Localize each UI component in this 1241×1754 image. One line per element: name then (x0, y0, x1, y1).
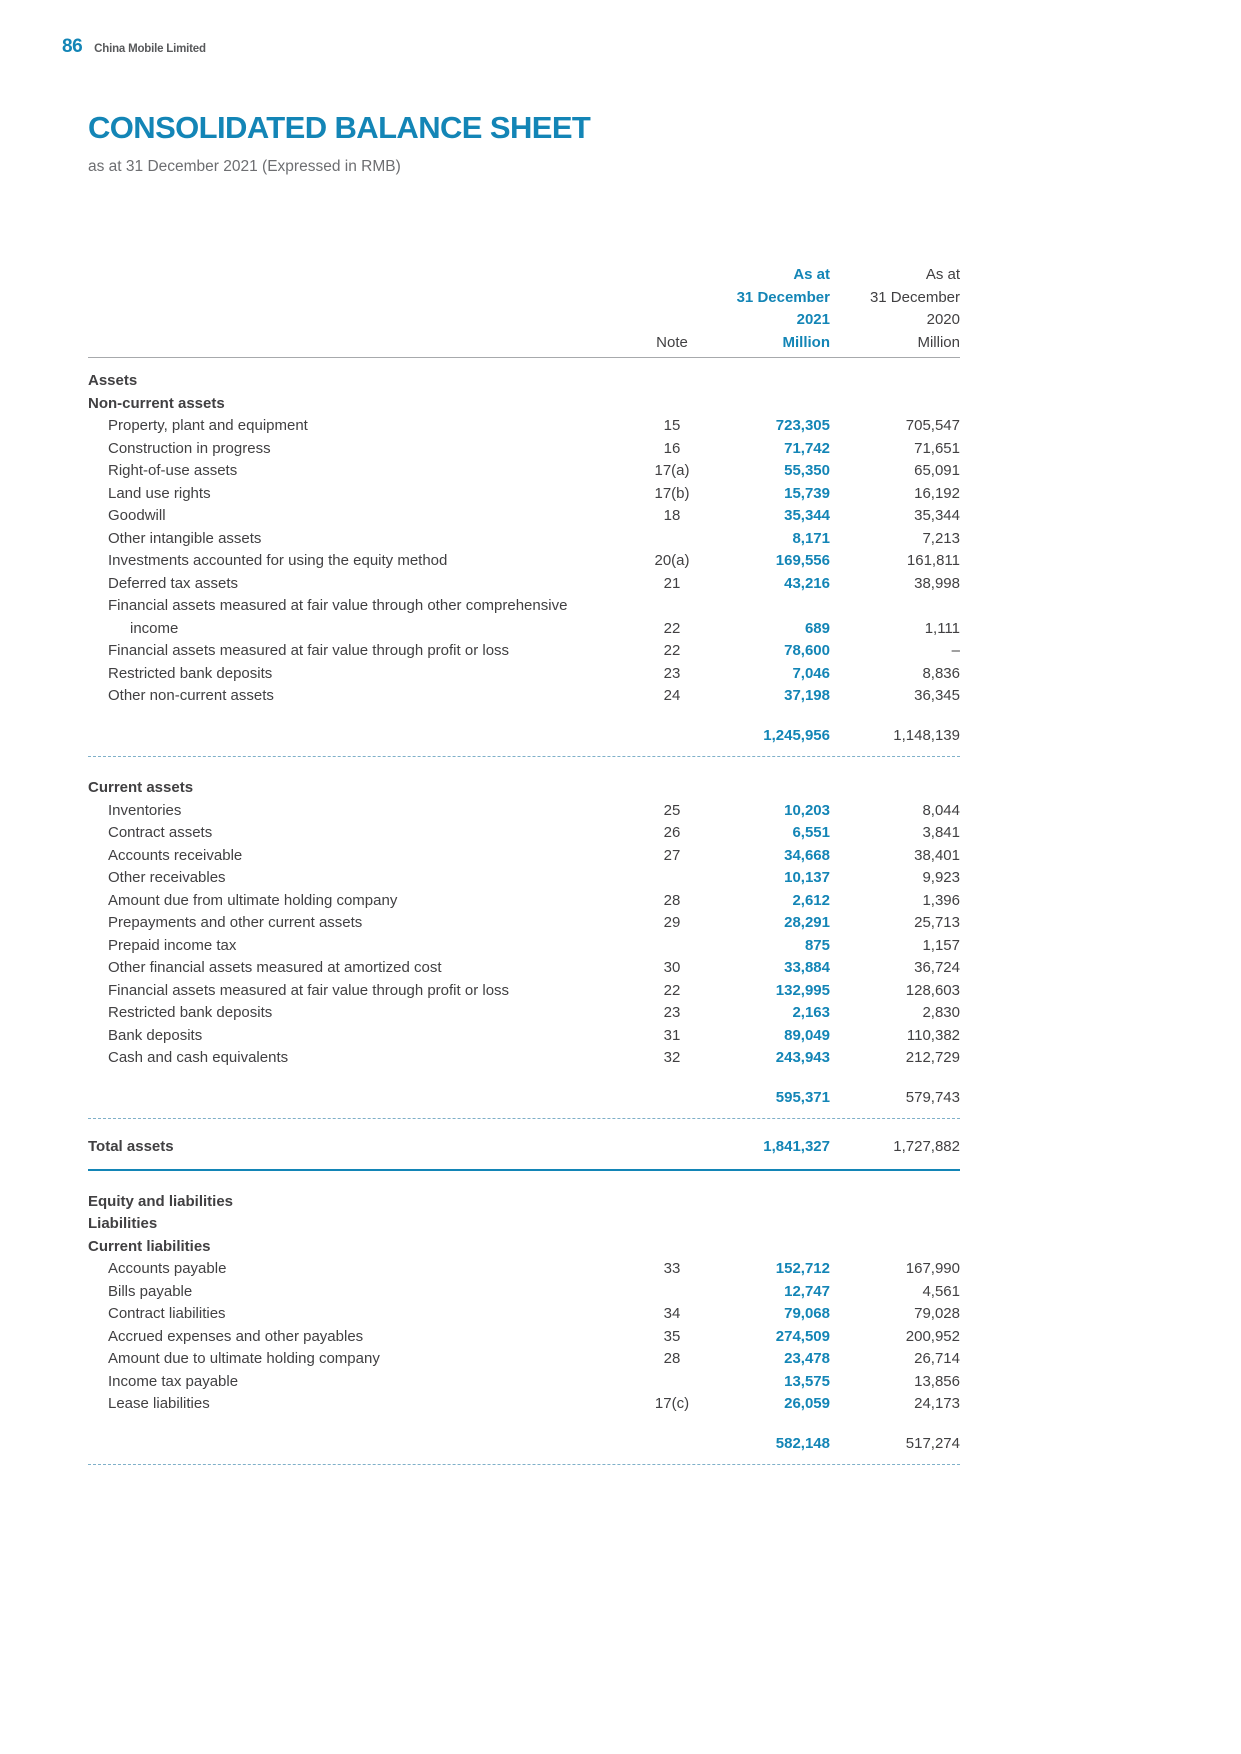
value-2021: 43,216 (784, 574, 830, 592)
table-row-section (88, 777, 960, 800)
table-body (88, 358, 960, 1465)
value-2021: 34,668 (784, 846, 830, 864)
table-row-item (88, 912, 960, 935)
table-row-item (88, 1371, 960, 1394)
table-row-section (88, 1191, 960, 1214)
row-note: 31 (663, 1026, 681, 1044)
table-row-subtotal (88, 725, 960, 758)
value-2021: 7,046 (792, 664, 830, 682)
value-2021: 595,371 (775, 1088, 830, 1106)
row-note: 16 (663, 439, 681, 457)
table-row-section (88, 1236, 960, 1259)
page-title: CONSOLIDATED BALANCE SHEET (88, 110, 591, 145)
value-2020: 71,651 (914, 439, 960, 457)
value-2021 (708, 1213, 830, 1236)
header-line: 31 December (736, 288, 830, 306)
row-note (636, 935, 708, 958)
table-row-wrap1 (88, 595, 960, 618)
value-2021: 875 (804, 936, 830, 954)
value-2020: 38,998 (914, 574, 960, 592)
row-note: 15 (663, 417, 681, 434)
row-label: Investments accounted for using the equity method (108, 552, 448, 569)
table-row-item (88, 957, 960, 980)
row-note: 26 (663, 824, 681, 841)
value-2020: 517,274 (905, 1434, 960, 1452)
row-label: Current assets (88, 779, 194, 796)
row-note: 21 (663, 574, 681, 592)
table-row-item (88, 685, 960, 708)
table-row-item (88, 890, 960, 913)
value-2020: 579,743 (905, 1088, 960, 1106)
table-row-item (88, 483, 960, 506)
row-note (636, 1191, 708, 1214)
value-2021: 35,344 (784, 507, 830, 524)
value-2021 (708, 1191, 830, 1214)
table-row-total (88, 1136, 960, 1171)
header-line: 2020 (926, 311, 960, 328)
row-note: 34 (663, 1305, 681, 1322)
value-2020: 128,603 (905, 981, 960, 999)
value-2020 (830, 1213, 960, 1236)
row-note: 22 (663, 642, 681, 659)
value-2020: 79,028 (914, 1305, 960, 1322)
row-label: Accounts payable (108, 1260, 227, 1277)
row-label: Contract assets (108, 824, 213, 841)
row-note: 35 (663, 1327, 681, 1345)
table-row-item (88, 415, 960, 438)
row-label: Restricted bank deposits (108, 664, 273, 682)
row-note (636, 1236, 708, 1259)
value-2021: 13,575 (784, 1372, 830, 1390)
value-2020: 65,091 (914, 462, 960, 479)
value-2021: 2,163 (792, 1004, 830, 1021)
value-2020: 1,727,882 (893, 1138, 960, 1155)
value-2020: 25,713 (914, 914, 960, 931)
table-row-item (88, 1025, 960, 1048)
value-2020: 2,830 (922, 1004, 960, 1021)
value-2020 (830, 777, 960, 800)
header-line: As at (793, 266, 830, 283)
row-label: Bank deposits (108, 1026, 203, 1044)
column-header-2020 (830, 264, 960, 354)
value-2021: 152,712 (775, 1260, 830, 1277)
header-line: Million (782, 333, 830, 351)
table-row-section (88, 393, 960, 416)
row-label: Equity and liabilities (88, 1192, 234, 1210)
header-line: 31 December (869, 288, 960, 306)
row-note: 17(c) (654, 1395, 690, 1412)
value-2021: 582,148 (775, 1434, 830, 1452)
row-note: 27 (663, 846, 681, 864)
row-note: 29 (663, 914, 681, 931)
column-header-2021 (708, 264, 830, 354)
value-2021: 12,747 (784, 1282, 830, 1300)
row-label: Total assets (88, 1138, 174, 1155)
row-note: 25 (663, 801, 681, 819)
value-2020: 16,192 (914, 484, 960, 502)
row-label: Land use rights (108, 484, 211, 502)
row-note: 23 (663, 1004, 681, 1021)
row-note: 33 (663, 1260, 681, 1277)
value-2020 (830, 370, 960, 393)
value-2020: 35,344 (914, 507, 960, 524)
balance-sheet-table (88, 264, 960, 1465)
value-2021: 10,137 (784, 869, 830, 886)
row-label: Prepayments and other current assets (108, 914, 363, 931)
page-subtitle: as at 31 December 2021 (Expressed in RMB) (88, 158, 401, 175)
value-2020: 1,111 (924, 619, 960, 637)
row-label: Liabilities (88, 1215, 158, 1232)
row-label: Amount due from ultimate holding company (108, 891, 398, 909)
row-note (636, 1433, 708, 1456)
table-row-item (88, 438, 960, 461)
row-note: 17(a) (654, 462, 690, 479)
table-row-item (88, 1281, 960, 1304)
row-label: income (130, 619, 179, 637)
value-2020: 200,952 (905, 1327, 960, 1345)
value-2021: 723,305 (775, 417, 830, 434)
row-label (88, 1087, 636, 1110)
value-2021: 55,350 (784, 462, 830, 479)
table-row-item (88, 1326, 960, 1349)
table-row-item (88, 1303, 960, 1326)
row-note (636, 725, 708, 748)
value-2021: 33,884 (784, 959, 830, 976)
value-2020: 705,547 (905, 417, 960, 434)
row-label: Inventories (108, 801, 182, 819)
row-label: Bills payable (108, 1282, 193, 1300)
value-2021 (708, 777, 830, 800)
row-label: Current liabilities (88, 1237, 211, 1255)
value-2020: 4,561 (922, 1282, 960, 1300)
table-header (88, 264, 960, 358)
value-2020: 26,714 (914, 1350, 960, 1367)
row-note: 22 (663, 981, 681, 999)
value-2021: 26,059 (784, 1395, 830, 1412)
value-2020: 212,729 (905, 1049, 960, 1066)
row-label: Financial assets measured at fair value through other comprehensive (108, 597, 568, 614)
row-label: Property, plant and equipment (108, 417, 308, 434)
value-2021 (708, 1236, 830, 1259)
page-number: 86 (62, 36, 83, 57)
value-2020: 7,213 (922, 529, 960, 547)
value-2020: 36,724 (914, 959, 960, 976)
table-row-item (88, 550, 960, 573)
value-2020 (830, 393, 960, 416)
table-row-item (88, 1002, 960, 1025)
value-2021: 10,203 (784, 801, 830, 819)
value-2020: 13,856 (914, 1372, 960, 1390)
table-row-item (88, 640, 960, 663)
value-2020: 110,382 (906, 1026, 960, 1044)
row-note (636, 1087, 708, 1110)
table-row-subtotal (88, 1087, 960, 1120)
table-row-item (88, 822, 960, 845)
row-label: Restricted bank deposits (108, 1004, 273, 1021)
table-row-item (88, 800, 960, 823)
value-2020: 9,923 (922, 869, 960, 886)
header-line: Million (917, 333, 960, 351)
table-row-item (88, 935, 960, 958)
row-label: Other intangible assets (108, 529, 262, 547)
value-2021: 1,841,327 (763, 1138, 830, 1155)
table-row-item (88, 980, 960, 1003)
value-2021: 23,478 (784, 1350, 830, 1367)
value-2020 (830, 1236, 960, 1259)
row-note: 24 (663, 687, 681, 704)
table-row-subtotal (88, 1433, 960, 1466)
table-row-wrap2 (88, 618, 960, 641)
value-2021: 6,551 (792, 824, 830, 841)
value-2021: 689 (804, 619, 830, 637)
row-label: Deferred tax assets (108, 574, 239, 592)
row-label: Other receivables (108, 869, 226, 886)
table-row-item (88, 1393, 960, 1416)
value-2020: 1,396 (922, 891, 960, 909)
row-note: 28 (663, 891, 681, 909)
header-line: 2021 (796, 311, 830, 328)
value-2021: 1,245,956 (763, 726, 830, 744)
running-head (62, 36, 1153, 58)
row-label: Financial assets measured at fair value through profit or loss (108, 642, 510, 659)
value-2021: 2,612 (792, 891, 830, 909)
table-row-item (88, 505, 960, 528)
row-note (636, 1371, 708, 1394)
row-label: Right-of-use assets (108, 462, 238, 479)
value-2021: 37,198 (784, 687, 830, 704)
row-note (636, 1281, 708, 1304)
value-2020: 3,841 (922, 824, 960, 841)
row-label: Non-current assets (88, 394, 225, 412)
value-2021: 28,291 (784, 914, 830, 931)
row-note (636, 1136, 708, 1159)
row-label: Amount due to ultimate holding company (108, 1350, 380, 1367)
value-2021: 89,049 (784, 1026, 830, 1044)
row-note: 28 (663, 1350, 681, 1367)
value-2020: 24,173 (914, 1395, 960, 1412)
row-label: Contract liabilities (108, 1305, 226, 1322)
table-row-item (88, 1348, 960, 1371)
value-2020: 167,990 (905, 1260, 960, 1277)
row-note (636, 370, 708, 393)
row-label: Prepaid income tax (108, 936, 237, 954)
value-2021: 71,742 (784, 439, 830, 457)
value-2021: 15,739 (784, 484, 830, 502)
row-label: Other financial assets measured at amortized cost (108, 959, 442, 976)
value-2020: 1,157 (922, 936, 960, 954)
row-note: 17(b) (654, 484, 690, 502)
row-label: Financial assets measured at fair value through profit or loss (108, 981, 510, 999)
row-label: Accrued expenses and other payables (108, 1327, 364, 1345)
row-label: Construction in progress (108, 439, 271, 457)
table-row-item (88, 867, 960, 890)
value-2020: – (951, 642, 960, 659)
value-2021: 79,068 (784, 1305, 830, 1322)
row-label: Assets (88, 372, 138, 389)
row-label: Other non-current assets (108, 687, 274, 704)
row-note: 22 (663, 619, 681, 637)
table-row-item (88, 1258, 960, 1281)
row-note: 18 (663, 507, 681, 524)
value-2021 (708, 393, 830, 416)
row-note (636, 1213, 708, 1236)
table-row-item (88, 663, 960, 686)
value-2021: 243,943 (775, 1049, 830, 1066)
row-note: 32 (663, 1049, 681, 1066)
value-2020: 36,345 (914, 687, 960, 704)
table-row-item (88, 845, 960, 868)
value-2021: 169,556 (775, 552, 830, 569)
table-row-item (88, 573, 960, 596)
value-2020: 8,044 (922, 801, 960, 819)
row-label: Income tax payable (108, 1372, 239, 1390)
row-label: Lease liabilities (108, 1395, 210, 1412)
company-name: China Mobile Limited (94, 43, 206, 55)
header-line: As at (925, 266, 960, 283)
value-2021 (708, 370, 830, 393)
row-label: Accounts receivable (108, 846, 243, 864)
row-note (636, 393, 708, 416)
header-label-spacer (88, 264, 636, 354)
value-2020: 1,148,139 (893, 726, 960, 744)
row-note (636, 777, 708, 800)
note-column-header: Note (656, 333, 688, 351)
value-2021: 78,600 (784, 642, 830, 659)
table-row-item (88, 528, 960, 551)
value-2021: 8,171 (792, 529, 830, 547)
table-row-section (88, 1213, 960, 1236)
row-note (636, 867, 708, 890)
value-2021: 274,509 (775, 1327, 830, 1345)
row-label (88, 725, 636, 748)
row-label: Cash and cash equivalents (108, 1049, 289, 1066)
value-2021: 132,995 (775, 981, 830, 999)
table-row-item (88, 460, 960, 483)
value-2020 (830, 1191, 960, 1214)
row-label: Goodwill (108, 507, 166, 524)
table-row-section (88, 370, 960, 393)
row-note: 20(a) (654, 552, 690, 569)
row-note: 23 (663, 664, 681, 682)
value-2020: 38,401 (914, 846, 960, 864)
row-note: 30 (663, 959, 681, 976)
row-label (88, 1433, 636, 1456)
row-note (636, 528, 708, 551)
table-row-item (88, 1047, 960, 1070)
value-2020: 161,811 (906, 552, 960, 569)
value-2020: 8,836 (922, 664, 960, 682)
